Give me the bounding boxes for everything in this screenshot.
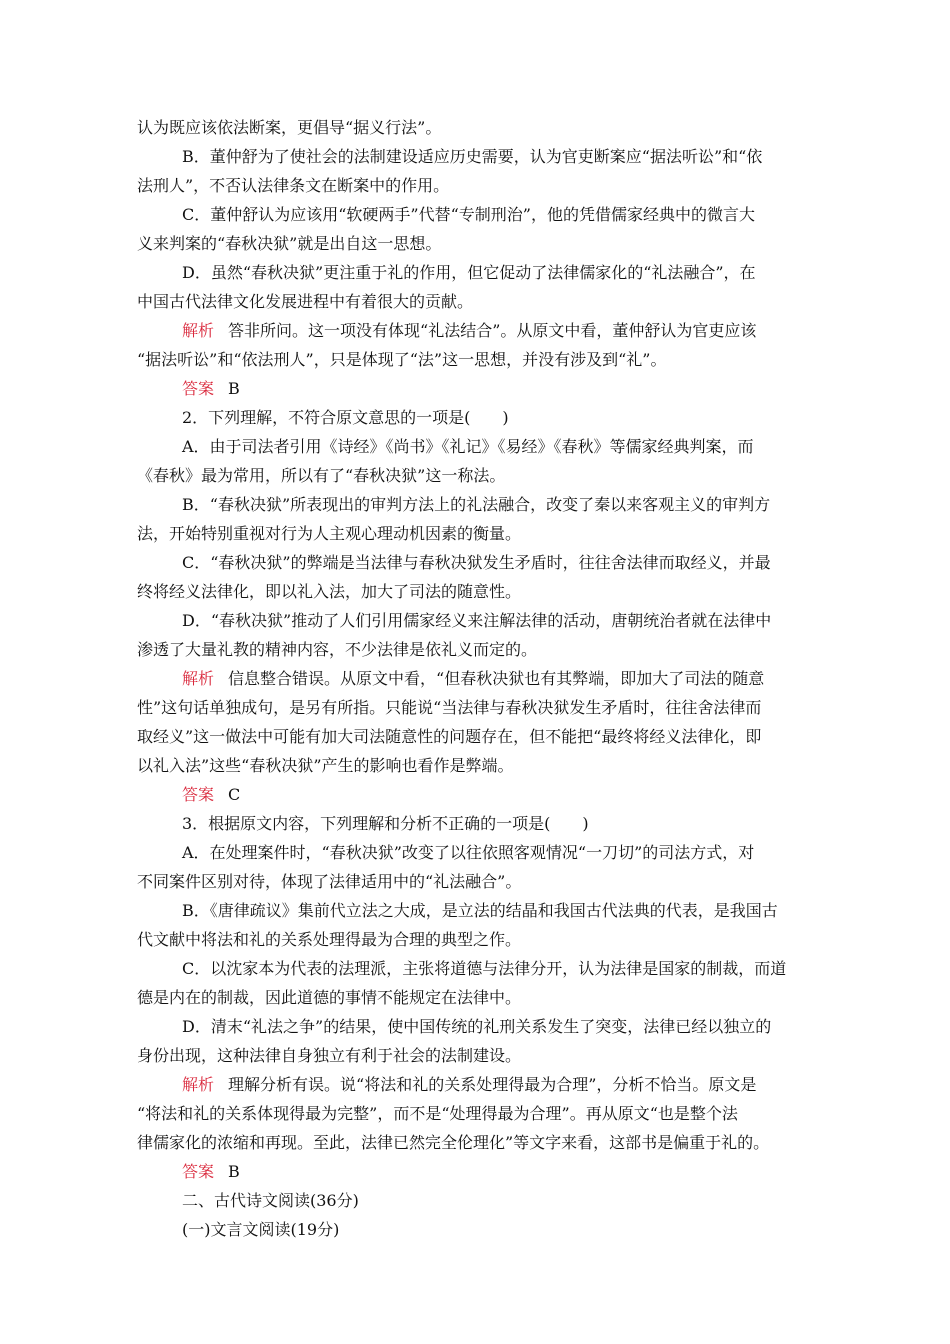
q3-text-line: 德是内在的制裁，因此道德的事情不能规定在法律中。 [137, 988, 522, 1007]
analysis-2-line-3: 取经义”这一做法中可能有加大司法随意性的问题存在，但不能把“最终将经义法律化，即 [137, 727, 762, 746]
q2-text-line: D．“春秋决狱”推动了人们引用儒家经义来注解法律的活动，唐朝统治者就在法律中 [182, 611, 772, 630]
question-3 [137, 809, 813, 1070]
q1_tail-text-line: 义来判案的“春秋决狱”就是出自这一思想。 [137, 234, 442, 253]
q2-text-line: 2．下列理解，不符合原文意思的一项是( ) [182, 408, 509, 427]
q3-text-line: 身份出现，这种法律自身独立有利于社会的法制建设。 [137, 1046, 522, 1065]
q2-text-line: A．由于司法者引用《诗经》《尚书》《礼记》《易经》《春秋》等儒家经典判案，而 [182, 437, 754, 456]
analysis-1-line-1: 解析 答非所问。这一项没有体现“礼法结合”。从原文中看，董仲舒认为官吏应该 [182, 321, 757, 340]
answer-3: 答案 B [182, 1162, 240, 1181]
q1_tail-text-line: D．虽然“春秋决狱”更注重于礼的作用，但它促动了法律儒家化的“礼法融合”，在 [182, 263, 756, 282]
q3-text-line: 3．根据原文内容，下列理解和分析不正确的一项是( ) [182, 814, 589, 833]
q1_tail-text-line: 法刑人”，不否认法律条文在断案中的作用。 [137, 176, 450, 195]
section-subheading: (一)文言文阅读(19分) [182, 1220, 340, 1239]
analysis-2-line-1: 解析 信息整合错误。从原文中看，“但春秋决狱也有其弊端，即加大了司法的随意 [182, 669, 765, 688]
q3-text-line: B．《唐律疏议》集前代立法之大成，是立法的结晶和我国古代法典的代表，是我国古 [182, 901, 778, 920]
q2-text-line: 终将经义法律化，即以礼入法，加大了司法的随意性。 [137, 582, 522, 601]
q2-text-line: 法，开始特别重视对行为人主观心理动机因素的衡量。 [137, 524, 522, 543]
analysis-3-line-2: “将法和礼的关系体现得最为完整”，而不是“处理得最为合理”。再从原文“也是整个法 [137, 1104, 738, 1123]
answer-1: 答案 B [182, 379, 240, 398]
answer-label: 答案 [182, 1162, 215, 1181]
section-heading: 二、古代诗文阅读(36分) [182, 1191, 359, 1210]
analysis-label: 解析 [182, 669, 215, 688]
q3-text-line: 不同案件区别对待，体现了法律适用中的“礼法融合”。 [137, 872, 522, 891]
q2-text-line: C．“春秋决狱”的弊端是当法律与春秋决狱发生矛盾时，往往舍法律而取经义，并最 [182, 553, 771, 572]
q3-text-line: C．以沈家本为代表的法理派，主张将道德与法律分开，认为法律是国家的制裁，而道 [182, 959, 787, 978]
analysis-3-line-1: 解析 理解分析有误。说“将法和礼的关系处理得最为合理”，分析不恰当。原文是 [182, 1075, 757, 1094]
q3-text-line: A．在处理案件时，“春秋决狱”改变了以往依照客观情况“一刀切”的司法方式，对 [182, 843, 755, 862]
question-1-options [137, 113, 813, 316]
answer-label: 答案 [182, 785, 215, 804]
q2-text-line: 《春秋》最为常用，所以有了“春秋决狱”这一称法。 [137, 466, 506, 485]
analysis-2-line-2: 性”这句话单独成句，是另有所指。只能说“当法律与春秋决狱发生矛盾时，往往舍法律而 [137, 698, 762, 717]
analysis-2-line-4: 以礼入法”这些“春秋决狱”产生的影响也看作是弊端。 [137, 756, 514, 775]
q2-text-line: B．“春秋决狱”所表现出的审判方法上的礼法融合，改变了秦以来客观主义的审判方 [182, 495, 771, 514]
analysis-label: 解析 [182, 1075, 215, 1094]
q3-text-line: D．清末“礼法之争”的结果，使中国传统的礼刑关系发生了突变，法律已经以独立的 [182, 1017, 772, 1036]
q3-text-line: 代文献中将法和礼的关系处理得最为合理的典型之作。 [137, 930, 522, 949]
analysis-label: 解析 [182, 321, 215, 340]
analysis-1-line-2: “据法听讼”和“依法刑人”，只是体现了“法”这一思想，并没有涉及到“礼”。 [137, 350, 667, 369]
answer-label: 答案 [182, 379, 215, 398]
q2-text-line: 渗透了大量礼教的精神内容，不少法律是依礼义而定的。 [137, 640, 538, 659]
question-2 [137, 403, 813, 664]
q1_tail-text-line: 认为既应该依法断案，更倡导“据义行法”。 [137, 118, 442, 137]
q1_tail-text-line: 中国古代法律文化发展进程中有着很大的贡献。 [137, 292, 474, 311]
answer-2: 答案 C [182, 785, 241, 804]
q1_tail-text-line: C．董仲舒认为应该用“软硬两手”代替“专制刑治”，他的凭借儒家经典中的微言大 [182, 205, 755, 224]
document-page [137, 113, 813, 1244]
analysis-3-line-3: 律儒家化的浓缩和再现。至此，法律已然完全伦理化”等文字来看，这部书是偏重于礼的。 [137, 1133, 770, 1152]
q1_tail-text-line: B．董仲舒为了使社会的法制建设适应历史需要，认为官吏断案应“据法听讼”和“依 [182, 147, 763, 166]
